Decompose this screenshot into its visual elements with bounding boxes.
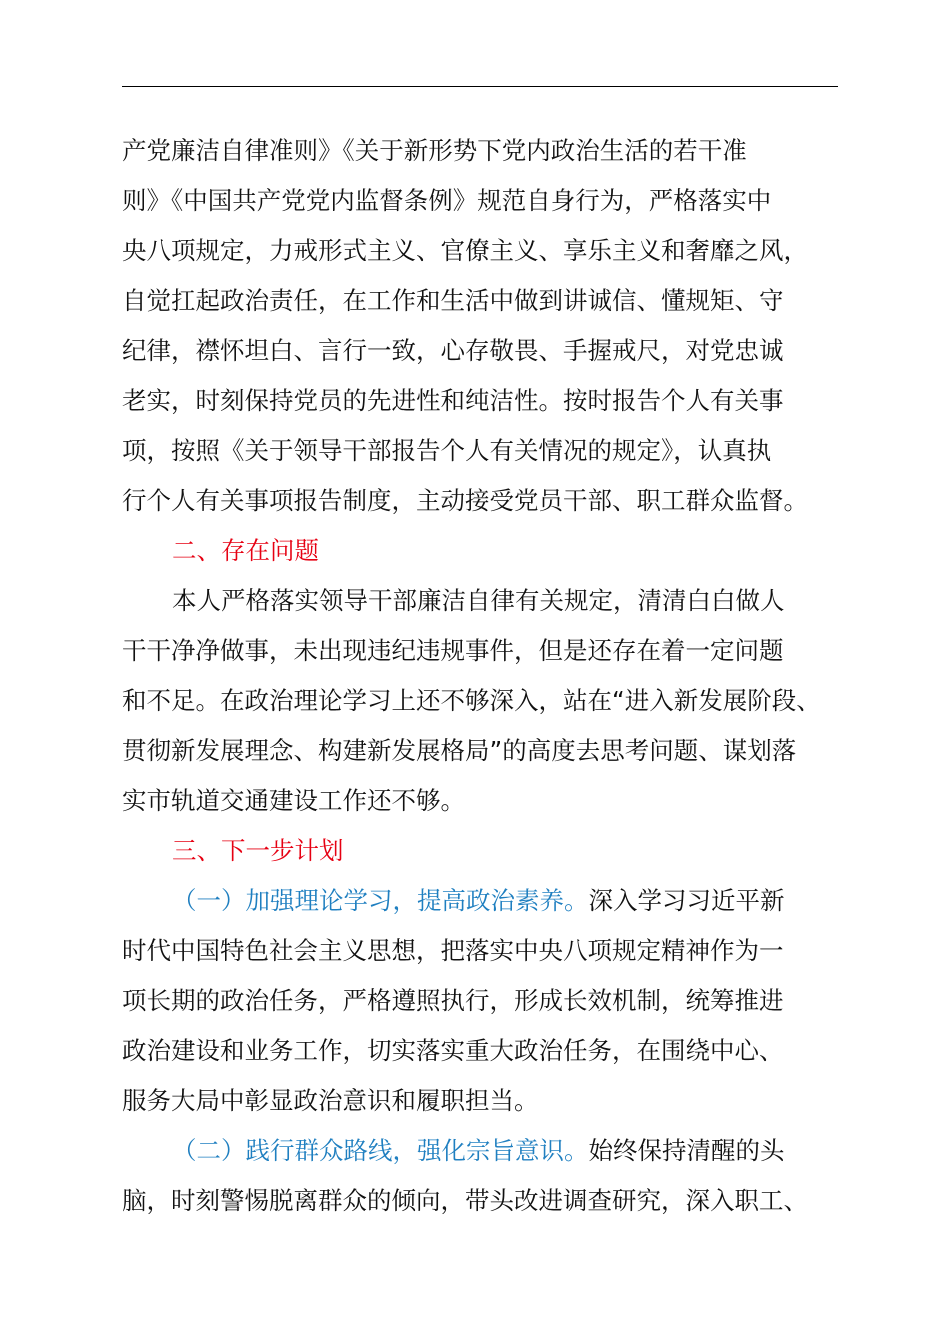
text-line: 服务大局中彰显政治意识和履职担当。 [122, 1086, 539, 1115]
text-line: 老实，时刻保持党员的先进性和纯洁性。按时报告个人有关事 [122, 386, 784, 415]
section-heading-next-steps: 三、下一步计划 [172, 836, 344, 865]
text-line: 行个人有关事项报告制度，主动接受党员干部、职工群众监督。 [122, 486, 808, 515]
text-line: 政治建设和业务工作，切实落实重大政治任务，在围绕中心、 [122, 1036, 784, 1065]
text-line: 则》《中国共产党党内监督条例》规范自身行为，严格落实中 [122, 186, 772, 215]
header-rule [122, 86, 838, 87]
subheading-theory-study: （一）加强理论学习，提高政治素养。 [172, 886, 589, 915]
paragraph-problems [122, 576, 862, 826]
text-line [122, 1126, 862, 1176]
text-span: 始终保持清醒的头 [588, 1136, 785, 1165]
text-line: 和不足。在政治理论学习上还不够深入，站在“进入新发展阶段、 [122, 686, 821, 715]
paragraph-discipline [122, 126, 862, 526]
plan-item-mass-line [122, 1126, 862, 1226]
text-line: 项，按照《关于领导干部报告个人有关情况的规定》，认真执 [122, 436, 772, 465]
subheading-mass-line: （二）践行群众路线，强化宗旨意识。 [172, 1136, 589, 1165]
text-line [122, 876, 862, 926]
text-line: 时代中国特色社会主义思想，把落实中央八项规定精神作为一 [122, 936, 784, 965]
text-line: 项长期的政治任务，严格遵照执行，形成长效机制，统筹推进 [122, 986, 784, 1015]
text-line: 贯彻新发展理念、构建新发展格局”的高度去思考问题、谋划落 [122, 736, 797, 765]
text-line: 央八项规定，力戒形式主义、官僚主义、享乐主义和奢靡之风， [122, 236, 808, 265]
plan-item-theory-study [122, 876, 862, 1126]
text-line: 实市轨道交通建设工作还不够。 [122, 786, 465, 815]
text-line: 自觉扛起政治责任，在工作和生活中做到讲诚信、懂规矩、守 [122, 286, 784, 315]
text-line: 干干净净做事，未出现违纪违规事件，但是还存在着一定问题 [122, 636, 784, 665]
text-line: 产党廉洁自律准则》《关于新形势下党内政治生活的若干准 [122, 136, 747, 165]
text-line: 纪律，襟怀坦白、言行一致，心存敬畏、手握戒尺，对党忠诚 [122, 336, 784, 365]
document-body [122, 126, 862, 1226]
section-heading-problems: 二、存在问题 [172, 536, 319, 565]
text-line: 本人严格落实领导干部廉洁自律有关规定，清清白白做人 [172, 586, 785, 615]
text-line: 脑，时刻警惕脱离群众的倾向，带头改进调查研究，深入职工、 [122, 1186, 808, 1215]
text-span: 深入学习习近平新 [588, 886, 785, 915]
